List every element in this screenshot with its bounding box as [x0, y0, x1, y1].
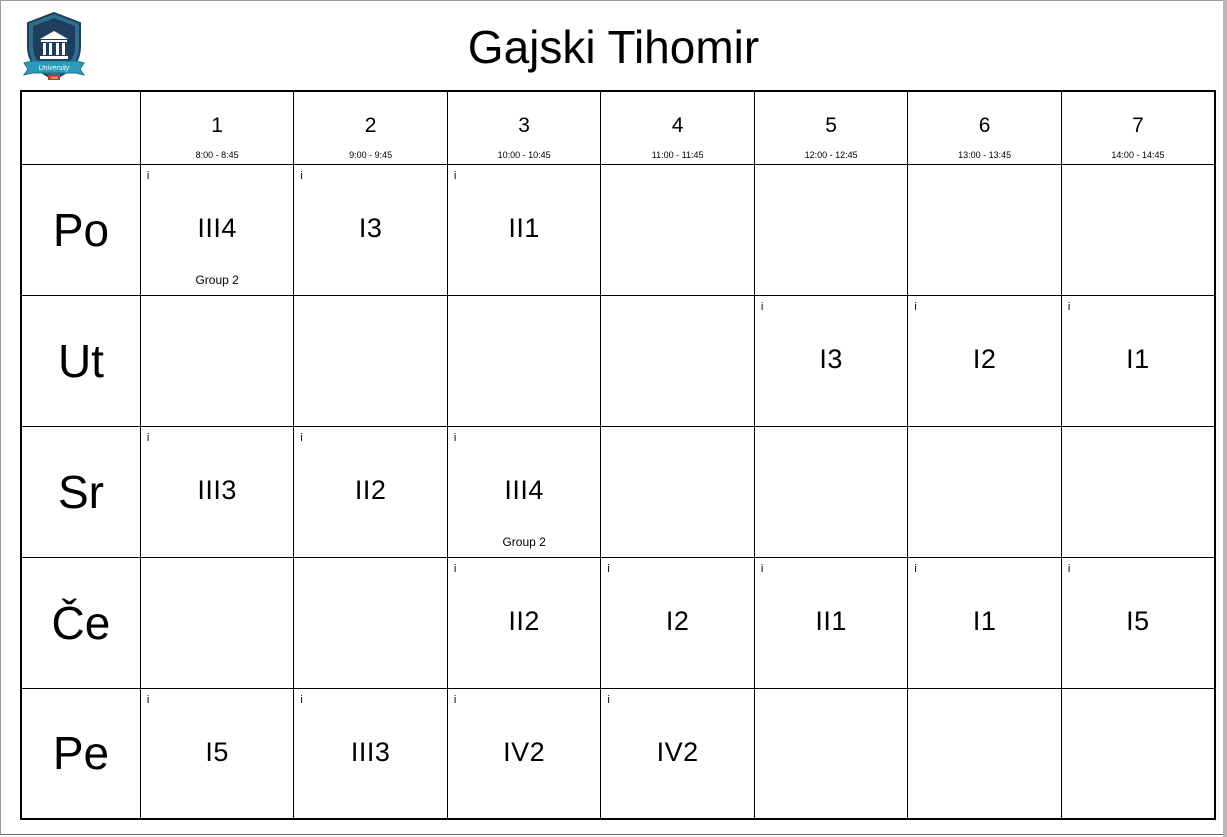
timetable-body	[21, 164, 1215, 819]
schedule-cell	[601, 688, 755, 819]
period-number: 5	[825, 114, 837, 137]
schedule-cell	[447, 688, 601, 819]
schedule-cell	[140, 295, 294, 426]
schedule-cell	[601, 164, 755, 295]
schedule-cell	[908, 426, 1062, 557]
lesson-tag: i	[1067, 300, 1071, 313]
lesson-tag: i	[146, 431, 150, 444]
class-code: III4	[504, 474, 544, 505]
period-number: 7	[1132, 114, 1144, 137]
period-time: 10:00 - 10:45	[497, 150, 551, 160]
group-label: Group 2	[502, 534, 546, 549]
class-code: IV2	[656, 736, 699, 767]
column-header-4	[601, 91, 755, 164]
schedule-cell	[908, 557, 1062, 688]
period-time: 12:00 - 12:45	[804, 150, 858, 160]
schedule-cell	[754, 426, 908, 557]
schedule-cell	[908, 164, 1062, 295]
logo-banner-text: University	[38, 65, 70, 72]
period-number: 6	[978, 114, 991, 137]
class-code: I3	[358, 212, 383, 243]
lesson-tag: i	[453, 693, 457, 706]
lesson-tag: i	[607, 562, 610, 575]
lesson-tag: i	[146, 693, 150, 706]
schedule-cell	[140, 426, 294, 557]
column-header-7	[1061, 91, 1215, 164]
class-code: III3	[197, 474, 237, 505]
class-code: I1	[972, 605, 997, 636]
corner-cell	[21, 91, 140, 164]
lesson-tag: i	[453, 431, 457, 444]
schedule-cell	[1061, 295, 1215, 426]
column-header-2	[294, 91, 448, 164]
lesson-tag: i	[914, 300, 917, 313]
schedule-cell	[908, 688, 1062, 819]
day-row	[21, 557, 1215, 688]
class-code: I2	[665, 605, 690, 636]
schedule-cell	[1061, 164, 1215, 295]
lesson-tag: i	[453, 562, 457, 575]
class-code: II1	[815, 605, 847, 636]
period-number: 4	[671, 114, 684, 137]
schedule-cell	[294, 426, 448, 557]
schedule-cell	[140, 164, 294, 295]
timetable	[20, 90, 1216, 820]
class-code: I1	[1126, 343, 1150, 374]
period-time: 9:00 - 9:45	[349, 150, 393, 160]
schedule-cell	[754, 557, 908, 688]
period-time: 11:00 - 11:45	[651, 150, 704, 160]
day-label: Ut	[21, 295, 140, 426]
day-label: Po	[21, 164, 140, 295]
class-code: III4	[197, 212, 237, 243]
lesson-tag: i	[914, 562, 917, 575]
window-edge	[1223, 0, 1227, 837]
schedule-cell	[908, 295, 1062, 426]
column-header-3	[447, 91, 601, 164]
day-row	[21, 164, 1215, 295]
period-number: 1	[211, 114, 223, 137]
period-time: 13:00 - 13:45	[958, 150, 1012, 160]
lesson-tag: i	[146, 169, 150, 182]
schedule-cell	[140, 688, 294, 819]
schedule-cell	[1061, 688, 1215, 819]
lesson-tag: i	[300, 169, 303, 182]
column-header-5	[754, 91, 908, 164]
class-code: II2	[354, 474, 387, 505]
lesson-tag: i	[760, 562, 764, 575]
day-row	[21, 295, 1215, 426]
lesson-tag: i	[453, 169, 457, 182]
header-row	[21, 91, 1215, 164]
class-code: I5	[205, 736, 229, 767]
column-header-6	[908, 91, 1062, 164]
lesson-tag: i	[1067, 562, 1071, 575]
logo-sub-text: 1965	[50, 76, 58, 80]
class-code: I3	[819, 343, 843, 374]
column-header-1	[140, 91, 294, 164]
class-code: III3	[350, 736, 391, 767]
group-label: Group 2	[195, 272, 239, 287]
schedule-cell	[447, 426, 601, 557]
schedule-cell	[754, 164, 908, 295]
schedule-cell	[294, 557, 448, 688]
lesson-tag: i	[760, 300, 764, 313]
schedule-cell	[1061, 426, 1215, 557]
day-label: Sr	[21, 426, 140, 557]
class-code: I5	[1126, 605, 1150, 636]
day-row	[21, 688, 1215, 819]
class-code: II2	[508, 605, 540, 636]
lesson-tag: i	[607, 693, 610, 706]
schedule-cell	[601, 295, 755, 426]
schedule-cell	[140, 557, 294, 688]
schedule-cell	[294, 295, 448, 426]
class-code: I2	[972, 343, 997, 374]
schedule-cell	[754, 295, 908, 426]
period-number: 2	[364, 114, 377, 137]
schedule-cell	[754, 688, 908, 819]
day-row	[21, 426, 1215, 557]
lesson-tag: i	[300, 431, 303, 444]
class-code: IV2	[503, 736, 546, 767]
schedule-cell	[294, 688, 448, 819]
lesson-tag: i	[300, 693, 303, 706]
schedule-cell	[447, 164, 601, 295]
period-number: 3	[518, 114, 530, 137]
day-label: Pe	[21, 688, 140, 819]
class-code: II1	[508, 212, 540, 243]
schedule-cell	[294, 164, 448, 295]
schedule-cell	[601, 426, 755, 557]
schedule-cell	[447, 295, 601, 426]
schedule-cell	[447, 557, 601, 688]
period-time: 8:00 - 8:45	[195, 150, 239, 160]
day-label: Če	[21, 557, 140, 688]
schedule-cell	[1061, 557, 1215, 688]
schedule-cell	[601, 557, 755, 688]
page-title: Gajski Tihomir	[467, 21, 760, 73]
period-time: 14:00 - 14:45	[1111, 150, 1165, 160]
